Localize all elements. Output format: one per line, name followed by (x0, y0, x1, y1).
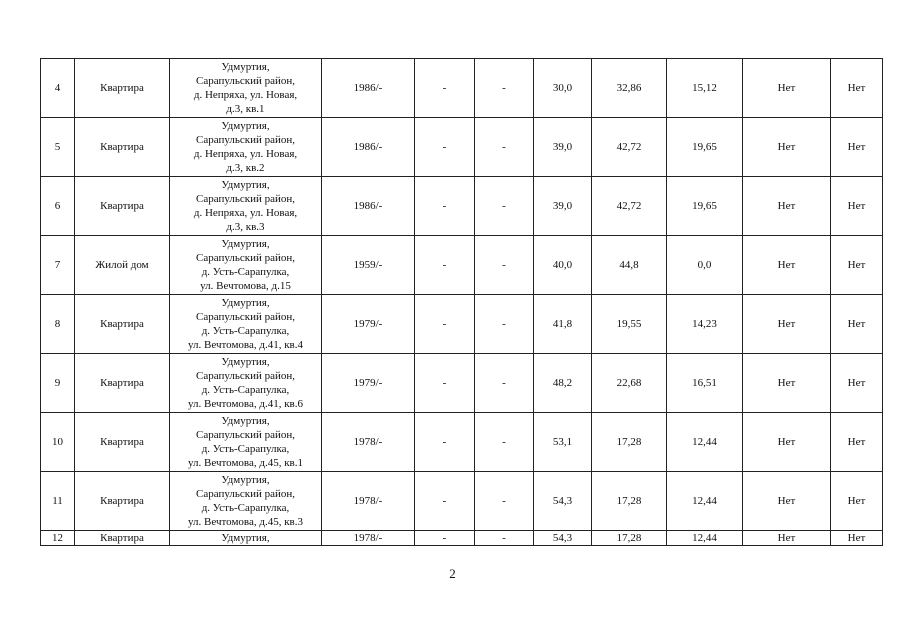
area-cell: 40,0 (534, 236, 592, 295)
row-number-cell: 5 (41, 118, 75, 177)
year-cell: 1979/- (322, 354, 415, 413)
value1-cell: 17,28 (592, 413, 667, 472)
page-number: 2 (449, 566, 456, 581)
value2-cell: 14,23 (667, 295, 743, 354)
value2-cell: 15,12 (667, 59, 743, 118)
table-row (41, 531, 883, 546)
col6-cell: - (475, 413, 534, 472)
address-cell: Удмуртия, Сарапульский район, д. Непряха, ул. Новая, д.3, кв.1 (170, 59, 322, 118)
object-type-cell: Квартира (75, 118, 170, 177)
table-row (41, 413, 883, 472)
area-cell: 41,8 (534, 295, 592, 354)
value1-cell: 42,72 (592, 177, 667, 236)
col6-cell: - (475, 354, 534, 413)
flag2-cell: Нет (831, 413, 883, 472)
area-cell: 39,0 (534, 177, 592, 236)
object-type-cell: Квартира (75, 354, 170, 413)
table-row (41, 354, 883, 413)
table-body (41, 59, 883, 546)
col5-cell: - (415, 472, 475, 531)
object-type-cell: Квартира (75, 59, 170, 118)
value1-cell: 17,28 (592, 531, 667, 546)
row-number-cell: 12 (41, 531, 75, 546)
flag2-cell: Нет (831, 118, 883, 177)
col6-cell: - (475, 59, 534, 118)
value1-cell: 42,72 (592, 118, 667, 177)
col5-cell: - (415, 531, 475, 546)
value2-cell: 12,44 (667, 413, 743, 472)
year-cell: 1986/- (322, 59, 415, 118)
address-cell: Удмуртия, (170, 531, 322, 546)
flag1-cell: Нет (743, 413, 831, 472)
col5-cell: - (415, 59, 475, 118)
area-cell: 39,0 (534, 118, 592, 177)
object-type-cell: Квартира (75, 295, 170, 354)
col5-cell: - (415, 177, 475, 236)
table-row (41, 472, 883, 531)
row-number-cell: 8 (41, 295, 75, 354)
table-row (41, 295, 883, 354)
flag2-cell: Нет (831, 531, 883, 546)
object-type-cell: Квартира (75, 177, 170, 236)
address-cell: Удмуртия, Сарапульский район, д. Усть-Сарапулка, ул. Вечтомова, д.45, кв.3 (170, 472, 322, 531)
col6-cell: - (475, 177, 534, 236)
flag2-cell: Нет (831, 236, 883, 295)
object-type-cell: Квартира (75, 531, 170, 546)
flag2-cell: Нет (831, 295, 883, 354)
address-cell: Удмуртия, Сарапульский район, д. Усть-Сарапулка, ул. Вечтомова, д.41, кв.4 (170, 295, 322, 354)
address-cell: Удмуртия, Сарапульский район, д. Усть-Сарапулка, ул. Вечтомова, д.45, кв.1 (170, 413, 322, 472)
col5-cell: - (415, 413, 475, 472)
row-number-cell: 6 (41, 177, 75, 236)
flag1-cell: Нет (743, 236, 831, 295)
value2-cell: 16,51 (667, 354, 743, 413)
year-cell: 1959/- (322, 236, 415, 295)
address-cell: Удмуртия, Сарапульский район, д. Непряха, ул. Новая, д.3, кв.3 (170, 177, 322, 236)
row-number-cell: 11 (41, 472, 75, 531)
value2-cell: 0,0 (667, 236, 743, 295)
object-type-cell: Квартира (75, 472, 170, 531)
col5-cell: - (415, 295, 475, 354)
area-cell: 30,0 (534, 59, 592, 118)
flag1-cell: Нет (743, 295, 831, 354)
flag1-cell: Нет (743, 177, 831, 236)
year-cell: 1978/- (322, 413, 415, 472)
col6-cell: - (475, 236, 534, 295)
address-cell: Удмуртия, Сарапульский район, д. Усть-Сарапулка, ул. Вечтомова, д.15 (170, 236, 322, 295)
flag1-cell: Нет (743, 531, 831, 546)
year-cell: 1986/- (322, 118, 415, 177)
row-number-cell: 4 (41, 59, 75, 118)
col5-cell: - (415, 354, 475, 413)
object-type-cell: Жилой дом (75, 236, 170, 295)
year-cell: 1986/- (322, 177, 415, 236)
row-number-cell: 7 (41, 236, 75, 295)
flag1-cell: Нет (743, 118, 831, 177)
area-cell: 54,3 (534, 531, 592, 546)
col6-cell: - (475, 472, 534, 531)
value1-cell: 44,8 (592, 236, 667, 295)
area-cell: 53,1 (534, 413, 592, 472)
address-cell: Удмуртия, Сарапульский район, д. Усть-Сарапулка, ул. Вечтомова, д.41, кв.6 (170, 354, 322, 413)
value1-cell: 22,68 (592, 354, 667, 413)
value1-cell: 32,86 (592, 59, 667, 118)
year-cell: 1979/- (322, 295, 415, 354)
row-number-cell: 9 (41, 354, 75, 413)
flag2-cell: Нет (831, 59, 883, 118)
row-number-cell: 10 (41, 413, 75, 472)
flag2-cell: Нет (831, 472, 883, 531)
col6-cell: - (475, 118, 534, 177)
flag1-cell: Нет (743, 472, 831, 531)
col6-cell: - (475, 295, 534, 354)
object-type-cell: Квартира (75, 413, 170, 472)
value1-cell: 17,28 (592, 472, 667, 531)
address-cell: Удмуртия, Сарапульский район, д. Непряха, ул. Новая, д.3, кв.2 (170, 118, 322, 177)
table-row (41, 236, 883, 295)
area-cell: 48,2 (534, 354, 592, 413)
table-row (41, 59, 883, 118)
value2-cell: 19,65 (667, 118, 743, 177)
value1-cell: 19,55 (592, 295, 667, 354)
value2-cell: 12,44 (667, 472, 743, 531)
flag2-cell: Нет (831, 177, 883, 236)
col6-cell: - (475, 531, 534, 546)
area-cell: 54,3 (534, 472, 592, 531)
col5-cell: - (415, 236, 475, 295)
table-row (41, 177, 883, 236)
col5-cell: - (415, 118, 475, 177)
property-register-table (40, 58, 883, 546)
year-cell: 1978/- (322, 531, 415, 546)
value2-cell: 19,65 (667, 177, 743, 236)
year-cell: 1978/- (322, 472, 415, 531)
value2-cell: 12,44 (667, 531, 743, 546)
flag1-cell: Нет (743, 354, 831, 413)
table-row (41, 118, 883, 177)
flag2-cell: Нет (831, 354, 883, 413)
flag1-cell: Нет (743, 59, 831, 118)
